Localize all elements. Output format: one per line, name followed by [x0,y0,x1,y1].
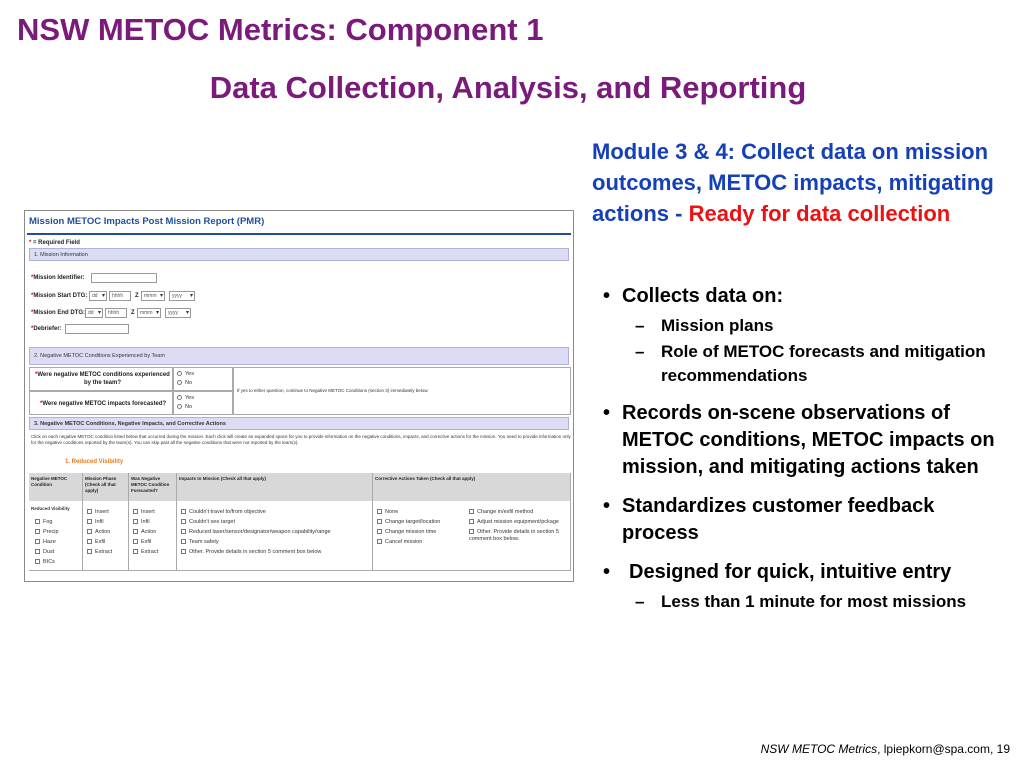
checkbox-icon [181,509,186,514]
col-conditions [29,501,83,571]
option-label: Insert [95,509,109,515]
start-month-select[interactable]: mmm ▾ [141,291,165,301]
sub-bullet-dash: – [635,342,645,361]
option-label: Precip [43,529,59,535]
option-label: Dust [43,549,55,555]
section-mission-info: 1. Mission Information [29,248,569,261]
checkbox-icon [35,539,40,544]
module-text: Module 3 & 4: Collect data on mission outcomes, METOC impacts, mitigating actions - [592,139,994,226]
slide-subtitle [0,70,1024,106]
fcst-exfil-checkbox[interactable] [133,539,151,545]
cond-dust-checkbox[interactable] [35,549,54,555]
checkbox-icon [133,509,138,514]
checkbox-icon [87,529,92,534]
form-title-rule [27,233,571,235]
end-month-select[interactable]: mmm ▾ [137,308,161,318]
phase-exfil-checkbox[interactable] [87,539,105,545]
q1-yes-radio[interactable] [177,371,194,377]
impact-reduced-checkbox[interactable] [181,529,331,535]
bullet-dot: • [603,285,611,307]
form-title: Mission METOC Impacts Post Mission Report (PMR) [29,216,265,227]
impact-target-checkbox[interactable] [181,519,235,525]
slide-footer [761,742,1010,756]
bullet-dot: • [603,495,611,517]
mission-identifier-label [31,275,85,281]
bullet-text: Collects data on: [622,285,784,307]
cond-haze-checkbox[interactable] [35,539,56,545]
mission-identifier-input[interactable] [91,273,157,283]
action-other-checkbox[interactable] [469,529,569,543]
sub-bullet-dash: – [635,316,645,335]
header-forecasted: Was Negative METOC Condition Forecasted? [129,473,177,501]
start-zulu: Z [135,293,139,299]
q2-box [29,391,173,415]
radio-icon [177,404,182,409]
option-label: Fog [43,519,53,525]
start-time-input[interactable]: hhhh [109,291,131,301]
checkbox-icon [469,529,474,534]
subsection-reduced-visibility: 1. Reduced Visibility [65,459,124,465]
action-change-method-checkbox[interactable] [469,509,533,515]
checkbox-icon [469,509,474,514]
bullet-dot: • [603,561,611,583]
option-label: Cancel mission [385,539,423,545]
option-label: None [385,509,399,515]
required-field-note [29,240,80,246]
sub-bullet-less-than [622,590,1013,614]
bullet-records [603,400,1013,481]
fcst-extract-checkbox[interactable] [133,549,158,555]
option-label: Couldn't see target [189,519,235,525]
label-text: Debriefer: [33,326,62,332]
module-ready: Ready for data collection [688,201,951,226]
checkbox-icon [35,519,40,524]
action-adjust-equipment-checkbox[interactable] [469,519,559,525]
action-change-target-checkbox[interactable] [377,519,440,525]
debriefer-input[interactable] [65,324,129,334]
required-mark: * [40,401,43,407]
required-mark: * [31,275,34,281]
option-label: Extract [95,549,113,555]
start-day-select[interactable]: dd ▾ [89,291,107,301]
required-text: = Required Field [33,240,80,246]
col-phases [83,501,129,571]
q1-box [29,367,173,391]
header-condition: Negative METOC Condition [29,473,83,501]
slide-title: NSW METOC Metrics: Component 1 [17,12,544,47]
sub-bullet-mission-plans [622,314,1013,338]
option-label: No [185,404,193,410]
option-label: Extract [141,549,159,555]
header-actions: Corrective Actions Taken (Check all that apply) [373,473,571,501]
bullet-text: Designed for quick, intuitive entry [629,561,952,583]
checkbox-icon [181,549,186,554]
option-label: Yes [185,371,194,377]
radio-icon [177,371,182,376]
option-label: Change target/location [385,519,441,525]
slide-subtitle-text: Data Collection, Analysis, and Reporting [209,70,807,105]
bullet-text: Standardizes customer feedback process [622,495,935,544]
checkbox-icon [181,519,186,524]
option-label: BICs [43,559,55,565]
checkbox-icon [377,539,382,544]
option-label: Haze [43,539,56,545]
option-label: Change in/exfil method [477,509,534,515]
header-phase: Mission Phase (Check all that apply) [83,473,129,501]
col-actions [373,501,571,571]
debriefer-label [31,326,62,332]
bullet-standardizes [603,493,1013,547]
end-year-select[interactable]: yyyy ▾ [165,308,191,318]
cond-precip-checkbox[interactable] [35,529,59,535]
cond-bics-checkbox[interactable] [35,559,55,565]
q-note-box [233,367,571,415]
checkbox-icon [377,529,382,534]
option-label: Adjust mission equipment/pckage [477,519,559,525]
option-label: Yes [185,395,194,401]
impact-other-checkbox[interactable] [181,549,321,555]
continue-note: If yes to either question, continue to Negative METOC Conditions (section 3) immediately below. [237,388,429,393]
checkbox-icon [181,539,186,544]
action-cancel-checkbox[interactable] [377,539,422,545]
option-label: Team safety [189,539,219,545]
option-label: Couldn't travel to/from objective [189,509,266,515]
q2-options [173,391,233,415]
mission-start-label [31,293,87,299]
fcst-action-checkbox[interactable] [133,529,156,535]
module-description [592,136,1012,229]
sub-bullet-text: Less than 1 minute for most missions [661,592,967,611]
phase-insert-checkbox[interactable] [87,509,109,515]
checkbox-icon [133,519,138,524]
q2-label [40,401,166,407]
instructions-text: Click on each negative METOC condition listed below that occurred during the mission. Each click will create an expanded space for you to provide information on the negative conditions, impacts, and corrective actions for the mission. You need to provide information only for the negative conditions reported by the team(s). You can skip past all the negative conditions that were not reported by the team(s). [31,434,571,445]
mission-end-label [31,310,85,316]
bullet-collects [603,283,1013,388]
impact-safety-checkbox[interactable] [181,539,219,545]
option-label: Exfil [95,539,106,545]
label-text: Mission Identifier: [33,275,85,281]
footer-title: NSW METOC Metrics [760,742,878,756]
impact-travel-checkbox[interactable] [181,509,266,515]
option-label: Insert [141,509,155,515]
header-impacts: Impacts to Mission (Check all that apply) [177,473,373,501]
sub-bullet-text: Mission plans [661,316,774,335]
pmr-form-screenshot [24,210,574,582]
sub-bullet-text: Role of METOC forecasts and mitigation recommendations [661,342,986,385]
option-label: Other. Provide details in section 5 comment box below. [469,529,559,542]
required-mark: * [29,240,32,246]
option-label: Infil [95,519,104,525]
option-label: Change mission time [385,529,437,535]
col-impacts [177,501,373,571]
checkbox-icon [87,519,92,524]
checkbox-icon [87,509,92,514]
bullet-dot: • [603,402,611,424]
checkbox-icon [377,519,382,524]
section-corrective-actions: 3. Negative METOC Conditions, Negative Impacts, and Corrective Actions [29,417,569,430]
cond-fog-checkbox[interactable] [35,519,52,525]
action-change-time-checkbox[interactable] [377,529,436,535]
sub-bullet-role-metoc [622,340,1013,388]
option-label: Infil [141,519,150,525]
checkbox-icon [35,559,40,564]
q1-no-radio[interactable] [177,380,192,386]
fcst-insert-checkbox[interactable] [133,509,155,515]
checkbox-icon [133,529,138,534]
phase-infil-checkbox[interactable] [87,519,104,525]
checkbox-icon [133,549,138,554]
bullet-text: Records on-scene observations of METOC conditions, METOC impacts on mission, and mitigating actions taken [622,402,995,478]
option-label: No [185,380,193,386]
bullet-designed [603,559,1013,614]
radio-icon [177,395,182,400]
end-zulu: Z [131,310,135,316]
checkbox-icon [469,519,474,524]
q1-label [35,372,170,378]
option-label: Action [95,529,111,535]
checkbox-icon [133,539,138,544]
option-label: Reduced laser/sensor/designator/weapon capability/range [189,529,331,535]
label-text: Mission End DTG: [33,310,86,316]
start-year-select[interactable]: yyyy ▾ [169,291,195,301]
sub-bullet-dash: – [635,592,645,611]
option-label: Other. Provide details in section 5 comment box below [189,549,322,555]
checkbox-icon [377,509,382,514]
q2-no-radio[interactable] [177,404,192,410]
option-label: Exfil [141,539,152,545]
radio-icon [177,380,182,385]
footer-rest: , lpiepkorn@spa.com, 19 [877,742,1010,756]
checkbox-icon [181,529,186,534]
bullet-list [603,283,1013,626]
col-forecasted [129,501,177,571]
fcst-infil-checkbox[interactable] [133,519,150,525]
phase-extract-checkbox[interactable] [87,549,112,555]
label-text: Mission Start DTG: [33,293,88,299]
checkbox-icon [35,529,40,534]
action-none-checkbox[interactable] [377,509,398,515]
phase-action-checkbox[interactable] [87,529,110,535]
col-conditions-title: Reduced Visibility [31,506,70,511]
label-text: Were negative METOC impacts forecasted? [42,401,167,407]
section-negative-conditions: 2. Negative METOC Conditions Experienced by Team [29,347,569,365]
required-mark: * [31,293,34,299]
end-time-input[interactable]: hhhh [105,308,127,318]
end-day-select[interactable]: dd ▾ [85,308,103,318]
label-text: Were negative METOC conditions experienced [37,372,170,378]
checkbox-icon [35,549,40,554]
checkbox-icon [87,549,92,554]
option-label: Action [141,529,157,535]
q1-options [173,367,233,391]
required-mark: * [31,326,34,332]
required-mark: * [35,372,38,378]
q1-label-line2: by the team? [84,380,122,386]
q2-yes-radio[interactable] [177,395,194,401]
required-mark: * [31,310,34,316]
checkbox-icon [87,539,92,544]
